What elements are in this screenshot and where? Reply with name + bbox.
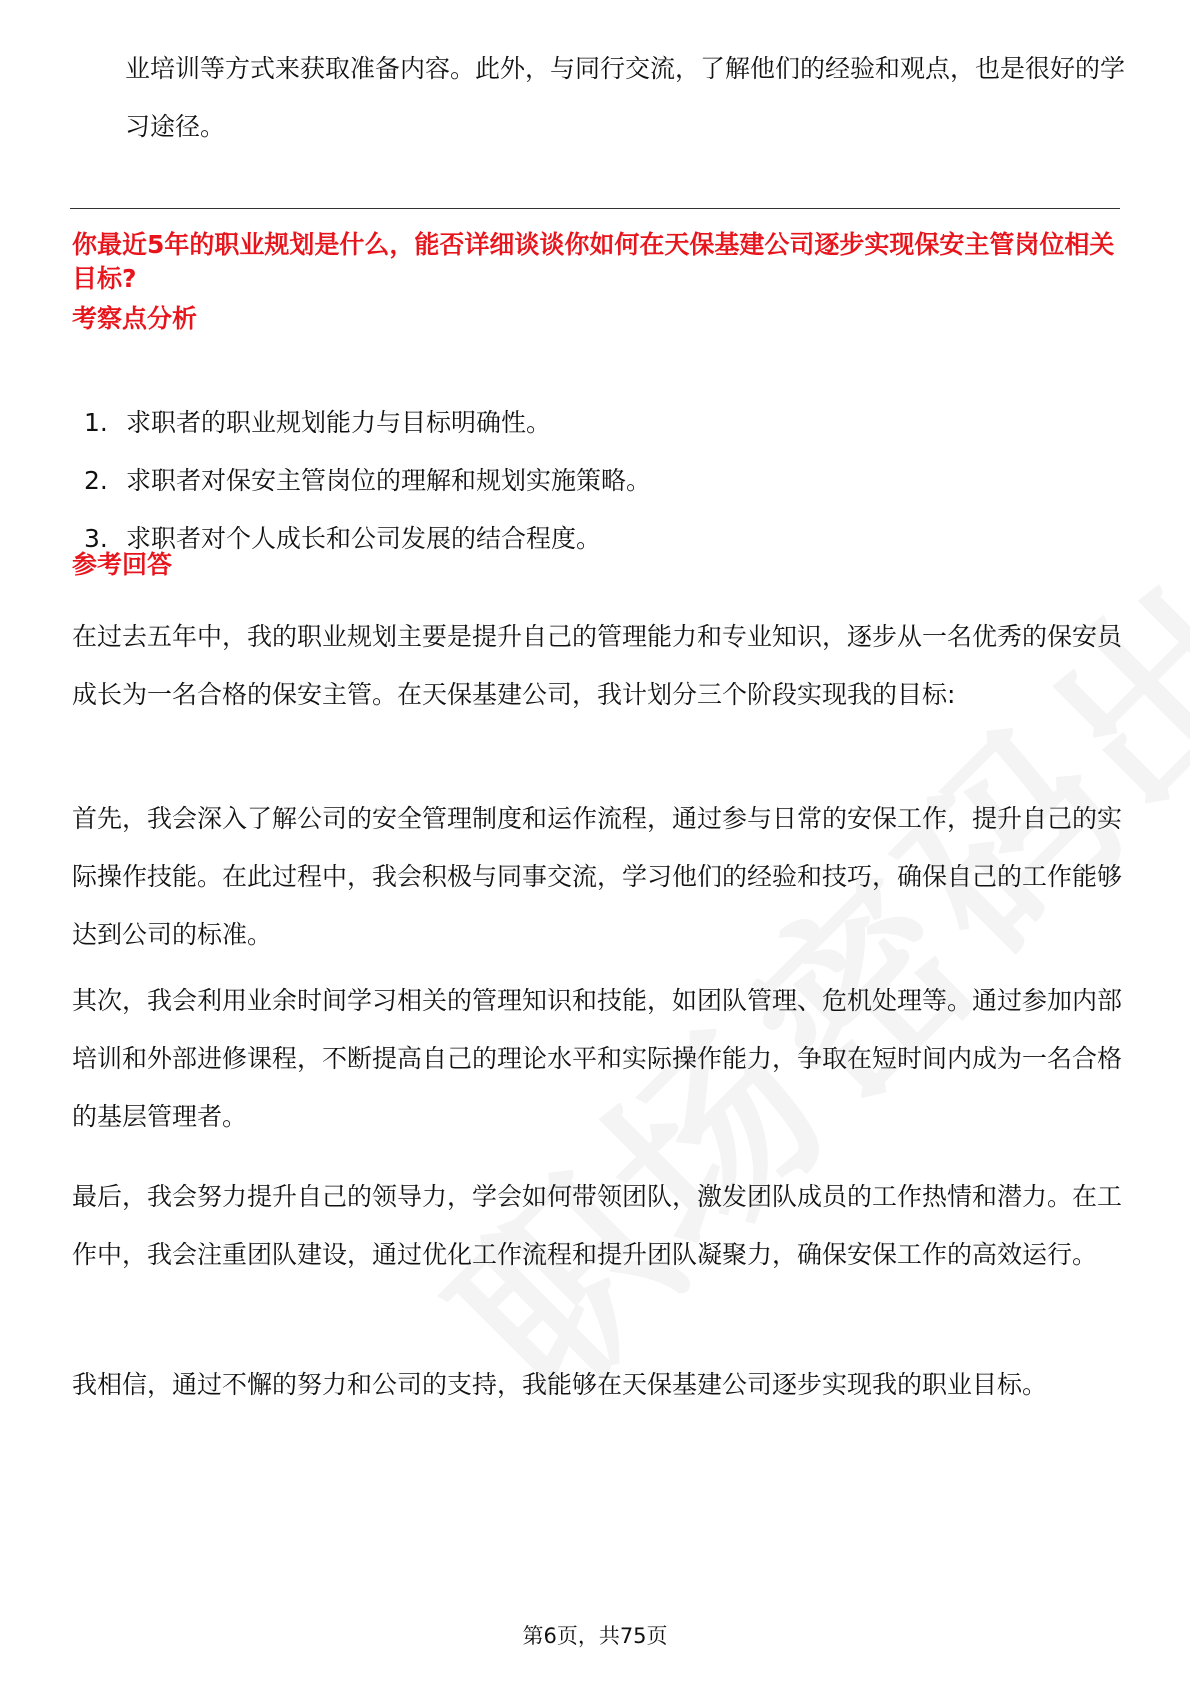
answer-paragraph: 首先，我会深入了解公司的安全管理制度和运作流程，通过参与日常的安保工作，提升自己的实际操作技能。在此过程中，我会积极与同事交流，学习他们的经验和技巧，确保自己的工作能够达到公司的标准。 xyxy=(72,804,1123,949)
answer-paragraph: 在过去五年中，我的职业规划主要是提升自己的管理能力和专业知识，逐步从一名优秀的保安员成长为一名合格的保安主管。在天保基建公司，我计划分三个阶段实现我的目标: xyxy=(72,622,1123,709)
list-item-number: 1. xyxy=(84,408,108,437)
list-item xyxy=(84,452,1104,510)
analysis-list xyxy=(84,394,1104,568)
list-item-text: 求职者对保安主管岗位的理解和规划实施策略。 xyxy=(126,466,652,495)
question-title: 你最近5年的职业规划是什么，能否详细谈谈你如何在天保基建公司逐步实现保安主管岗位相关目标? xyxy=(72,230,1115,293)
answer-heading: 参考回答 xyxy=(72,550,173,579)
list-item-number: 2. xyxy=(84,466,108,495)
list-item-number: 3. xyxy=(84,524,108,553)
answer-paragraph: 最后，我会努力提升自己的领导力，学会如何带领团队，激发团队成员的工作热情和潜力。在工作中，我会注重团队建设，通过优化工作流程和提升团队凝聚力，确保安保工作的高效运行。 xyxy=(72,1182,1123,1269)
list-item xyxy=(84,510,1104,568)
continuation-paragraph: 业培训等方式来获取准备内容。此外，与同行交流，了解他们的经验和观点，也是很好的学习途径。 xyxy=(125,54,1126,141)
list-item xyxy=(84,394,1104,452)
list-item-text: 求职者的职业规划能力与目标明确性。 xyxy=(126,408,552,437)
answer-paragraph: 其次，我会利用业余时间学习相关的管理知识和技能，如团队管理、危机处理等。通过参加内部培训和外部进修课程，不断提高自己的理论水平和实际操作能力，争取在短时间内成为一名合格的基层管理者。 xyxy=(72,986,1123,1131)
section-divider xyxy=(70,208,1120,209)
page-number: 第6页，共75页 xyxy=(522,1624,668,1648)
analysis-heading: 考察点分析 xyxy=(72,304,198,333)
list-item-text: 求职者对个人成长和公司发展的结合程度。 xyxy=(126,524,602,553)
answer-paragraph: 我相信，通过不懈的努力和公司的支持，我能够在天保基建公司逐步实现我的职业目标。 xyxy=(72,1370,1048,1399)
